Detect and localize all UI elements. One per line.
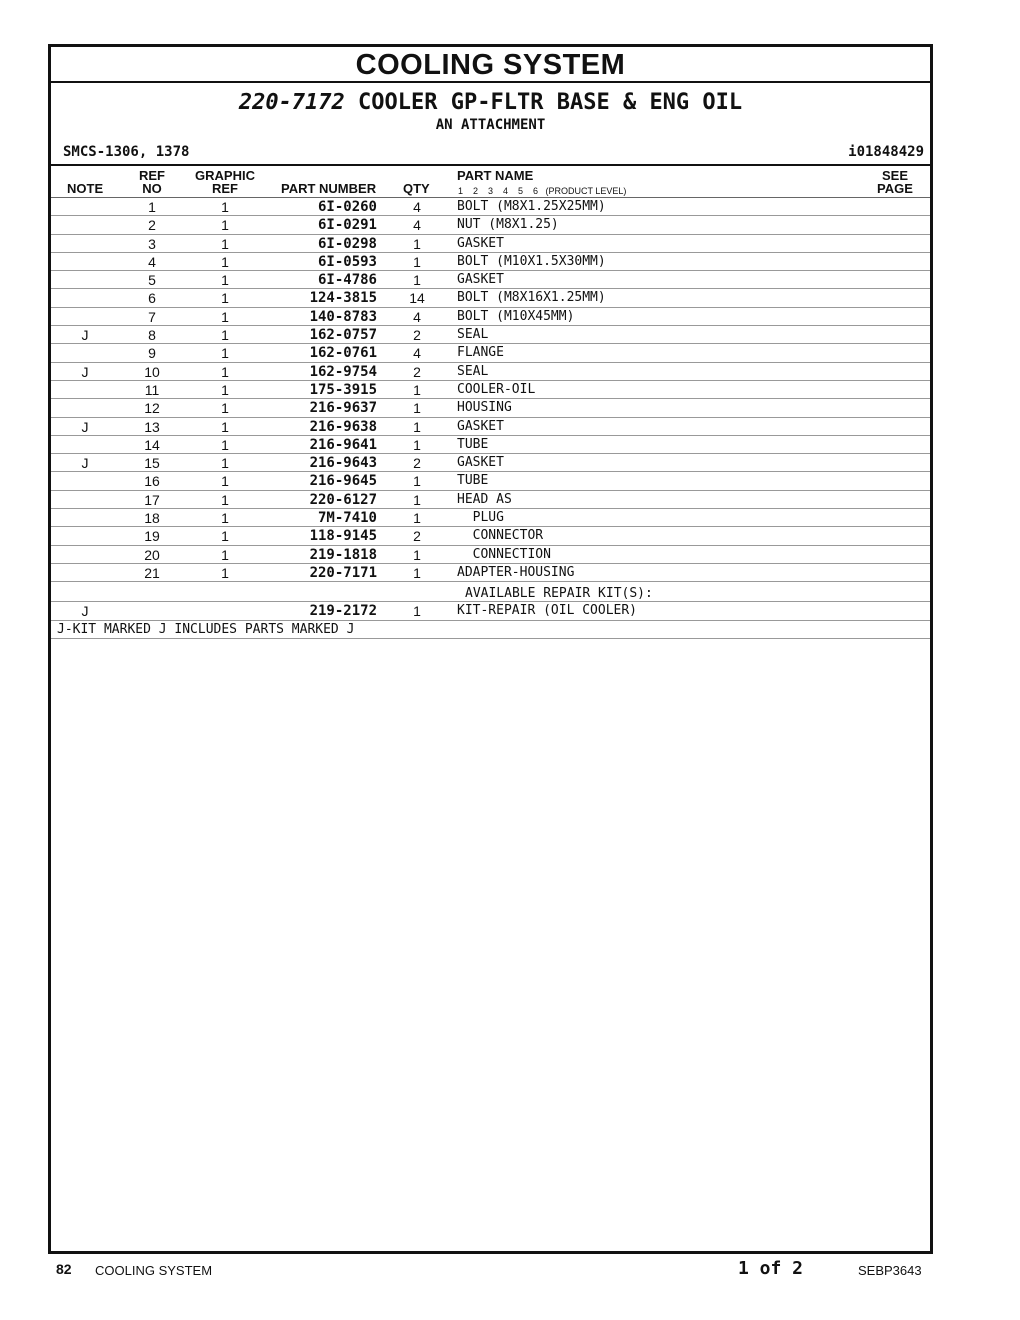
qty-cell: 1: [413, 436, 421, 453]
ref-no-cell: 21: [144, 564, 160, 581]
graphic-ref-cell: 1: [221, 253, 229, 270]
part-number-cell: 216-9643: [309, 455, 377, 472]
ref-no-cell: 18: [144, 510, 160, 527]
graphic-ref-cell: 1: [221, 455, 229, 472]
qty-cell: 2: [413, 327, 421, 344]
col-product-level: 1 2 3 4 5 6 (PRODUCT LEVEL): [458, 186, 627, 196]
qty-cell: 1: [413, 473, 421, 490]
graphic-ref-cell: 1: [221, 381, 229, 398]
group-number: 220-7172: [238, 90, 345, 115]
ref-no-cell: 13: [144, 418, 160, 435]
table-row: [51, 289, 930, 307]
part-name-cell: PLUG: [457, 510, 504, 526]
ref-no-cell: 9: [148, 345, 156, 362]
parts-rows: [51, 198, 930, 582]
part-name-cell: NUT (M8X1.25): [457, 217, 559, 233]
footnote: J-KIT MARKED J INCLUDES PARTS MARKED J: [57, 621, 355, 637]
graphic-ref-cell: 1: [221, 473, 229, 490]
part-name-cell: SEAL: [457, 363, 489, 379]
graphic-ref-cell: 1: [221, 308, 229, 325]
qty-cell: 2: [413, 363, 421, 380]
table-row: [51, 472, 930, 490]
table-row: [51, 546, 930, 564]
part-number-cell: 216-9638: [309, 418, 377, 435]
ref-no-cell: 10: [144, 363, 160, 380]
col-graphic-1: GRAPHIC: [195, 168, 255, 183]
part-name-cell: GASKET: [457, 418, 504, 434]
part-number-cell: 6I-0260: [317, 199, 377, 215]
graphic-ref-cell: 1: [221, 345, 229, 362]
graphic-ref-cell: 1: [221, 528, 229, 545]
col-see-2: PAGE: [877, 181, 913, 196]
col-qty: QTY: [403, 181, 430, 196]
note-cell: J: [81, 455, 89, 472]
kit-heading: AVAILABLE REPAIR KIT(S):: [465, 586, 653, 602]
part-number-cell: 124-3815: [309, 290, 377, 307]
graphic-ref-cell: 1: [221, 199, 229, 215]
table-row: [51, 602, 930, 620]
part-name-cell: CONNECTION: [457, 546, 551, 562]
table-row: [51, 271, 930, 289]
kit-rows: [51, 602, 930, 620]
note-cell: J: [81, 327, 89, 344]
page-number: 82: [56, 1261, 72, 1277]
page-footer: [0, 1260, 1020, 1284]
table-row: [51, 454, 930, 472]
part-name-cell: GASKET: [457, 235, 504, 251]
part-name-cell: BOLT (M8X16X1.25MM): [457, 290, 606, 306]
note-cell: J: [81, 418, 89, 435]
ref-no-cell: 3: [148, 235, 156, 252]
qty-cell: 4: [413, 217, 421, 234]
qty-cell: 1: [413, 253, 421, 270]
col-part-name: PART NAME: [457, 168, 534, 183]
ref-no-cell: 8: [148, 327, 156, 344]
part-number-cell: 216-9645: [309, 473, 377, 490]
part-name-cell: COOLER-OIL: [457, 381, 536, 397]
part-number-cell: 6I-0291: [317, 217, 377, 234]
ref-no-cell: 17: [144, 491, 160, 508]
table-row: [51, 344, 930, 362]
part-name-cell: FLANGE: [457, 345, 504, 361]
qty-cell: 1: [413, 564, 421, 581]
table-header: [51, 166, 930, 198]
part-number-cell: 162-9754: [309, 363, 377, 380]
col-note: NOTE: [67, 181, 104, 196]
table-row: [51, 509, 930, 527]
group-title: [51, 89, 930, 117]
col-see-1: SEE: [881, 168, 908, 183]
part-name-cell: ADAPTER-HOUSING: [457, 564, 575, 580]
ref-no-cell: 15: [144, 455, 160, 472]
col-part-number: PART NUMBER: [281, 181, 377, 196]
qty-cell: 1: [413, 272, 421, 289]
footer-section: COOLING SYSTEM: [95, 1263, 213, 1278]
qty-cell: 2: [413, 528, 421, 545]
section-title: COOLING SYSTEM: [51, 47, 930, 83]
parts-list-frame: [48, 44, 933, 1254]
ref-no-cell: 20: [144, 546, 160, 563]
ref-no-cell: 14: [144, 436, 160, 453]
smcs-row: [51, 142, 930, 166]
part-number-cell: 219-2172: [309, 603, 377, 620]
graphic-ref-cell: 1: [221, 363, 229, 380]
table-row: [51, 418, 930, 436]
part-number-cell: 140-8783: [309, 308, 377, 325]
ref-no-cell: 4: [148, 253, 156, 270]
graphic-ref-cell: 1: [221, 290, 229, 307]
part-name-cell: KIT-REPAIR (OIL COOLER): [457, 603, 638, 619]
qty-cell: 2: [413, 455, 421, 472]
part-number-cell: 162-0757: [309, 327, 377, 344]
group-name: COOLER GP-FLTR BASE & ENG OIL: [358, 90, 743, 115]
part-number-cell: 175-3915: [309, 381, 377, 398]
ref-no-cell: 2: [148, 217, 156, 234]
part-number-cell: 6I-0593: [317, 253, 377, 270]
table-row: [51, 363, 930, 381]
ref-no-cell: 19: [144, 528, 160, 545]
qty-cell: 1: [413, 381, 421, 398]
graphic-ref-cell: 1: [221, 436, 229, 453]
part-name-cell: CONNECTOR: [457, 528, 544, 544]
table-row: [51, 564, 930, 582]
graphic-ref-cell: 1: [221, 272, 229, 289]
table-row: [51, 326, 930, 344]
part-name-cell: BOLT (M10X1.5X30MM): [457, 253, 606, 269]
kit-heading-row: [51, 582, 930, 602]
part-name-cell: TUBE: [457, 473, 489, 489]
ref-no-cell: 12: [144, 400, 160, 417]
ref-no-cell: 5: [148, 272, 156, 289]
qty-cell: 1: [413, 491, 421, 508]
qty-cell: 1: [413, 603, 421, 620]
qty-cell: 1: [413, 418, 421, 435]
table-row: [51, 527, 930, 545]
table-row: [51, 216, 930, 234]
ref-no-cell: 7: [148, 308, 156, 325]
part-name-cell: TUBE: [457, 436, 489, 452]
ref-no-cell: 6: [148, 290, 156, 307]
part-number-cell: 6I-4786: [317, 272, 377, 289]
part-name-cell: HOUSING: [457, 400, 512, 416]
illustration-id: i01848429: [848, 144, 924, 160]
graphic-ref-cell: 1: [221, 217, 229, 234]
page-of: 1 of 2: [738, 1258, 804, 1279]
table-row: [51, 253, 930, 271]
graphic-ref-cell: 1: [221, 491, 229, 508]
part-number-cell: 118-9145: [309, 528, 377, 545]
graphic-ref-cell: 1: [221, 400, 229, 417]
part-number-cell: 220-7171: [309, 564, 377, 581]
smcs-code: SMCS-1306, 1378: [63, 144, 190, 160]
table-row: [51, 381, 930, 399]
ref-no-cell: 1: [148, 199, 156, 215]
col-ref-2: NO: [142, 181, 162, 196]
ref-no-cell: 16: [144, 473, 160, 490]
graphic-ref-cell: 1: [221, 327, 229, 344]
table-row: [51, 399, 930, 417]
part-name-cell: GASKET: [457, 455, 504, 471]
qty-cell: 14: [409, 290, 425, 307]
part-number-cell: 7M-7410: [317, 510, 377, 527]
part-number-cell: 162-0761: [309, 345, 377, 362]
graphic-ref-cell: 1: [221, 564, 229, 581]
table-row: [51, 436, 930, 454]
note-cell: J: [81, 603, 89, 620]
part-number-cell: 219-1818: [309, 546, 377, 563]
graphic-ref-cell: 1: [221, 546, 229, 563]
note-cell: J: [81, 363, 89, 380]
table-row: [51, 198, 930, 216]
qty-cell: 1: [413, 400, 421, 417]
qty-cell: 4: [413, 345, 421, 362]
part-number-cell: 6I-0298: [317, 235, 377, 252]
footnote-row: [51, 621, 930, 639]
col-ref-1: REF: [139, 168, 165, 183]
part-name-cell: BOLT (M8X1.25X25MM): [457, 199, 606, 214]
table-row: [51, 491, 930, 509]
doc-id: SEBP3643: [858, 1263, 922, 1278]
table-row: [51, 235, 930, 253]
ref-no-cell: 11: [144, 381, 160, 398]
part-number-cell: 216-9637: [309, 400, 377, 417]
part-number-cell: 220-6127: [309, 491, 377, 508]
graphic-ref-cell: 1: [221, 510, 229, 527]
qty-cell: 4: [413, 199, 421, 215]
part-name-cell: BOLT (M10X45MM): [457, 308, 575, 324]
part-name-cell: SEAL: [457, 327, 489, 343]
graphic-ref-cell: 1: [221, 418, 229, 435]
part-name-cell: HEAD AS: [457, 491, 512, 507]
col-graphic-2: REF: [212, 181, 238, 196]
qty-cell: 1: [413, 510, 421, 527]
table-row: [51, 308, 930, 326]
part-name-cell: GASKET: [457, 272, 504, 288]
qty-cell: 1: [413, 546, 421, 563]
qty-cell: 1: [413, 235, 421, 252]
graphic-ref-cell: 1: [221, 235, 229, 252]
part-number-cell: 216-9641: [309, 436, 377, 453]
qty-cell: 4: [413, 308, 421, 325]
group-subtitle: AN ATTACHMENT: [435, 117, 546, 133]
